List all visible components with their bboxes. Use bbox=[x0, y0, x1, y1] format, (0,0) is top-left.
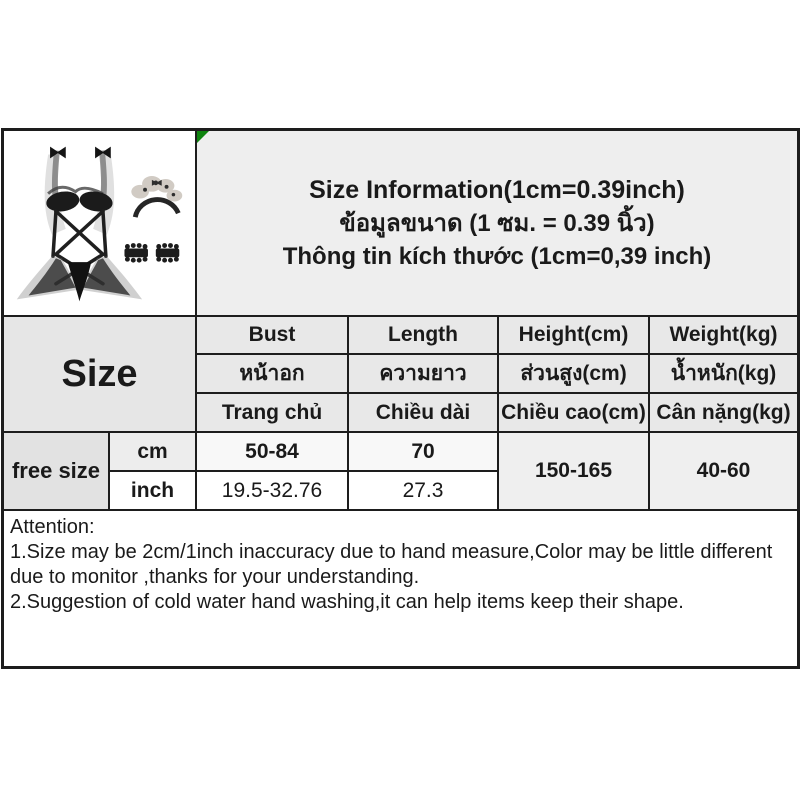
attention-heading: Attention: bbox=[10, 516, 95, 538]
product-image bbox=[7, 134, 193, 312]
column-header-length-vi: Chiều dài bbox=[348, 393, 498, 432]
unit-label-cm: cm bbox=[109, 432, 196, 471]
column-header-weight-vi: Cân nặng(kg) bbox=[649, 393, 798, 432]
value-weight: 40-60 bbox=[649, 432, 798, 510]
size-table bbox=[1, 128, 800, 669]
unit-label-inch: inch bbox=[109, 471, 196, 510]
product-image-cell bbox=[3, 130, 196, 316]
column-header-height-th: ส่วนสูง(cm) bbox=[498, 354, 649, 393]
value-height: 150-165 bbox=[498, 432, 649, 510]
attention-note-1: 1.Size may be 2cm/1inch inaccuracy due to hand measure,Color may be little different due to monitor ,thanks for your understanding. bbox=[10, 541, 773, 588]
attention-note-2: 2.Suggestion of cold water hand washing,it can help items keep their shape. bbox=[10, 591, 684, 613]
title-cell bbox=[196, 130, 798, 316]
title-thai: ข้อมูลขนาด (1 ซม. = 0.39 นิ้ว) bbox=[339, 209, 655, 237]
title-english: Size Information(1cm=0.39inch) bbox=[309, 175, 685, 204]
column-header-bust-en: Bust bbox=[196, 316, 348, 354]
column-header-height-vi: Chiều cao(cm) bbox=[498, 393, 649, 432]
column-header-height-en: Height(cm) bbox=[498, 316, 649, 354]
value-length-cm: 70 bbox=[348, 432, 498, 471]
column-header-length-th: ความยาว bbox=[348, 354, 498, 393]
value-length-inch: 27.3 bbox=[348, 471, 498, 510]
column-header-weight-th: น้ำหนัก(kg) bbox=[649, 354, 798, 393]
excel-corner-flag-icon bbox=[197, 131, 209, 143]
title-vietnamese: Thông tin kích thước (1cm=0,39 inch) bbox=[282, 242, 712, 270]
column-header-length-en: Length bbox=[348, 316, 498, 354]
value-bust-inch: 19.5-32.76 bbox=[196, 471, 348, 510]
row-label-free-size: free size bbox=[3, 432, 109, 510]
column-header-weight-en: Weight(kg) bbox=[649, 316, 798, 354]
size-header-cell: Size bbox=[3, 316, 196, 432]
value-bust-cm: 50-84 bbox=[196, 432, 348, 471]
column-header-bust-vi: Trang chủ bbox=[196, 393, 348, 432]
column-header-bust-th: หน้าอก bbox=[196, 354, 348, 393]
attention-box bbox=[3, 510, 798, 667]
